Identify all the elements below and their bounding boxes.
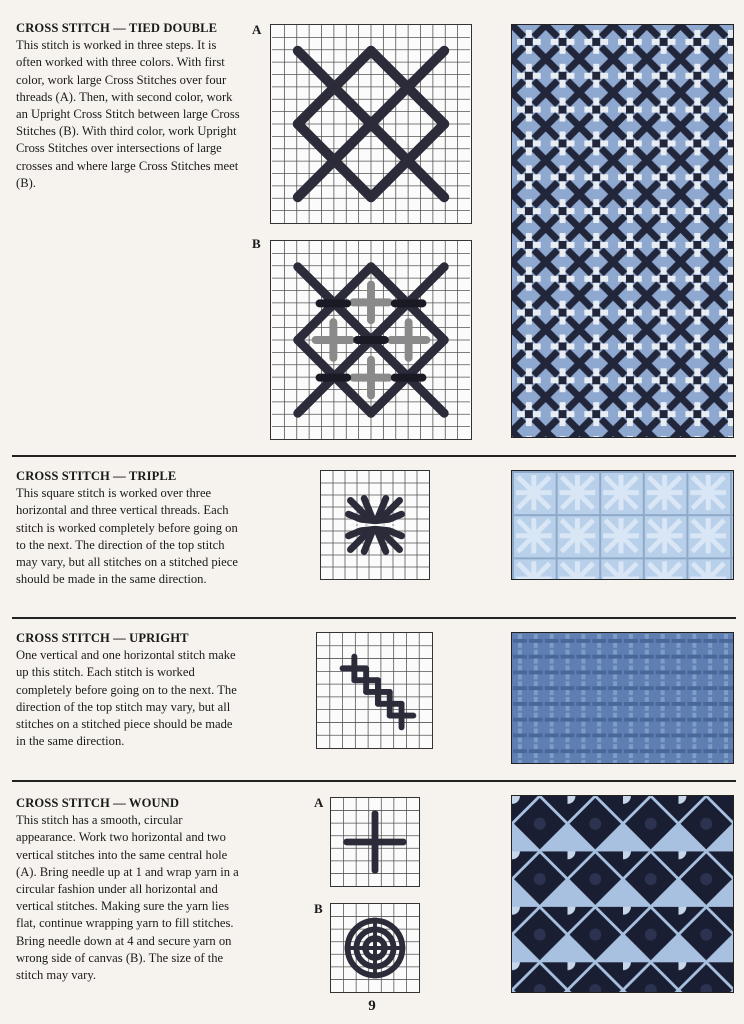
section-triple: [0, 458, 744, 616]
wound-stitch-photo: [511, 795, 734, 993]
section-title: CROSS STITCH — UPRIGHT: [16, 631, 189, 645]
photo-svg: [512, 25, 733, 437]
wound-diagram-a: [330, 797, 420, 887]
section-upright: [0, 620, 744, 778]
diagram-svg: [271, 241, 471, 439]
section-divider: [12, 617, 736, 619]
photo-svg: [512, 471, 733, 579]
diagram-svg: [331, 798, 419, 886]
tied-double-diagram-b: [270, 240, 472, 440]
figure-label: B: [252, 236, 261, 251]
upright-diagram: [316, 632, 433, 749]
triple-stitch-photo: [511, 470, 734, 580]
section-description: One vertical and one horizontal stitch make up this stitch. Each stitch is worked completely before going on to the next. The direction of the top stitch may vary, but all stitches on a stitched piece should be made in the same direction.: [16, 648, 237, 749]
tied-double-stitch-photo: [511, 24, 734, 438]
text-wound: [16, 795, 240, 984]
section-divider: [12, 455, 736, 457]
text-upright: [16, 630, 240, 750]
diagram-svg: [331, 904, 419, 992]
text-triple: [16, 468, 240, 588]
wound-diagram-b: [330, 903, 420, 993]
section-description: This stitch is worked in three steps. It is often worked with three colors. With first color, work large Cross Stitches over four threads (A). Then, with second color, work an Upright Cross Stitch between large Cross Stitches (B). With third color, work Upright Cross Stitches over intersections of large crosses and where large Cross Stitches meet (B).: [16, 38, 240, 190]
section-divider: [12, 780, 736, 782]
section-title: CROSS STITCH — TIED DOUBLE: [16, 21, 218, 35]
section-tied-double: [0, 0, 744, 455]
section-title: CROSS STITCH — WOUND: [16, 796, 180, 810]
upright-stitch-photo: [511, 632, 734, 764]
section-description: This stitch has a smooth, circular appearance. Work two horizontal and two vertical stitches into the same central hole (A). Bring needle up at 1 and wrap yarn in a circular fashion under all horizontal and vertical stitches. Making sure the yarn lies flat, continue wrapping yarn to fill stitches. Bring needle down at 4 and secure yarn on wrong side of canvas (B). The size of the stitch may vary.: [16, 813, 239, 983]
diagram-svg: [321, 471, 429, 579]
section-description: This square stitch is worked over three horizontal and three vertical threads. Each stitch is worked completely before going on to the next. The direction of the top stitch may vary, but all stitches on a stitched piece should be made in the same direction.: [16, 486, 238, 587]
section-wound: [0, 783, 744, 998]
photo-svg: [512, 633, 733, 763]
figure-label: A: [252, 22, 262, 37]
photo-svg: [512, 796, 733, 992]
figure-label: A: [314, 795, 324, 810]
page-number: 9: [368, 998, 376, 1014]
section-title: CROSS STITCH — TRIPLE: [16, 469, 177, 483]
figure-label: B: [314, 901, 323, 916]
triple-diagram: [320, 470, 430, 580]
tied-double-diagram-a: [270, 24, 472, 224]
diagram-svg: [271, 25, 471, 223]
diagram-svg: [317, 633, 432, 748]
text-tied-double: [16, 20, 240, 192]
